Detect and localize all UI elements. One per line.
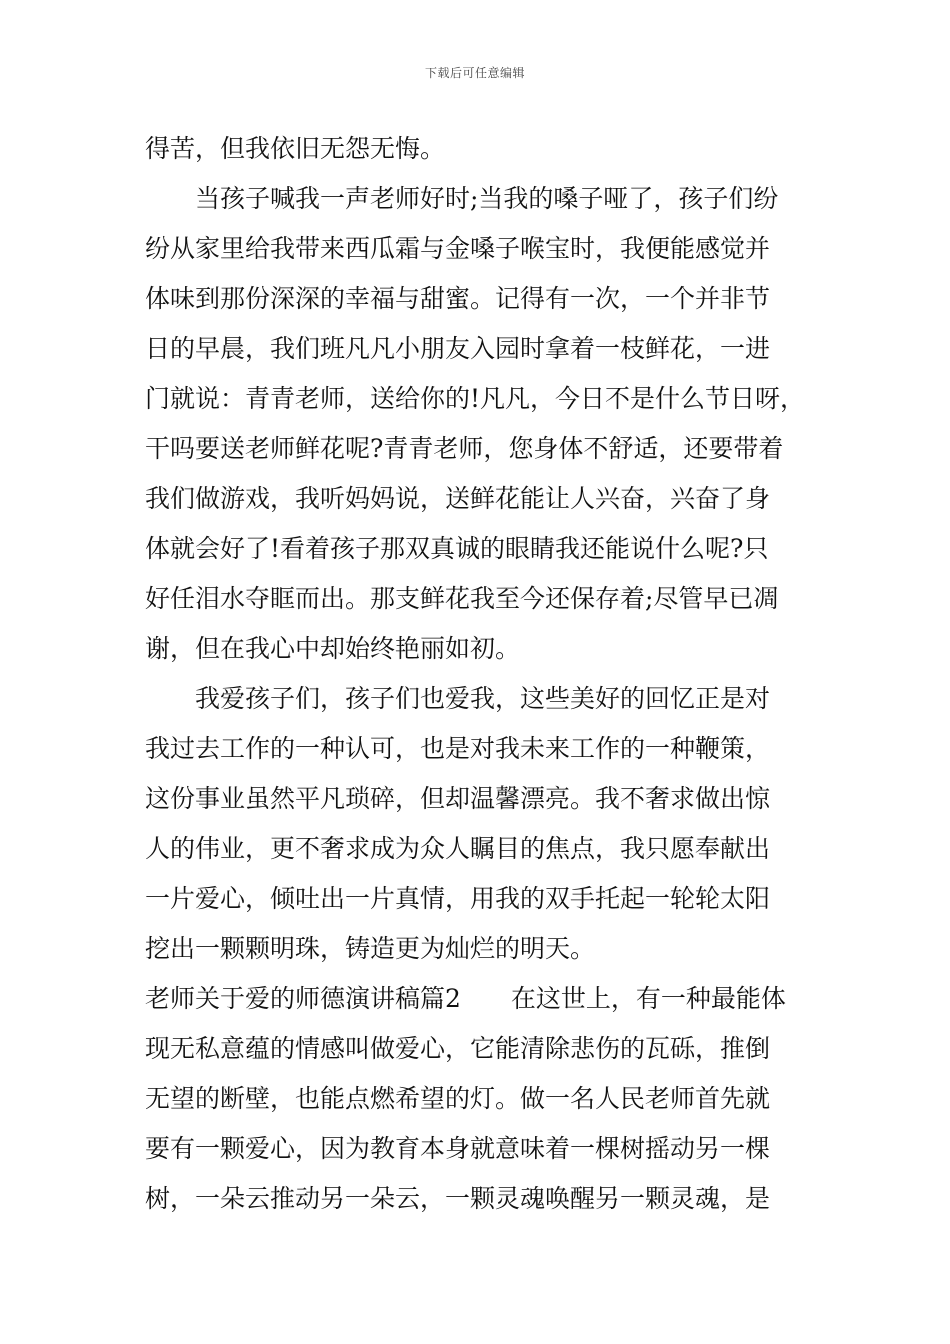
text-line: 一片爱心，倾吐出一片真情，用我的双手托起一轮轮太阳 bbox=[145, 884, 771, 913]
text-line: 这份事业虽然平凡琐碎，但却温馨漂亮。我不奢求做出惊 bbox=[145, 784, 771, 813]
text-line: 树，一朵云推动另一朵云，一颗灵魂唤醒另一颗灵魂，是 bbox=[145, 1184, 771, 1213]
page-header: 下载后可任意编辑 bbox=[424, 66, 525, 80]
text-line: 日的早晨，我们班凡凡小朋友入园时拿着一枝鲜花，一进 bbox=[145, 334, 771, 363]
text-line: 干吗要送老师鲜花呢?青青老师，您身体不舒适，还要带着 bbox=[145, 434, 784, 463]
text-line: 好任泪水夺眶而出。那支鲜花我至今还保存着;尽管早已凋 bbox=[145, 584, 779, 613]
text-line: 我们做游戏，我听妈妈说，送鲜花能让人兴奋，兴奋了身 bbox=[145, 484, 771, 513]
text-line: 得苦，但我依旧无怨无悔。 bbox=[145, 134, 446, 163]
text-line: 当孩子喊我一声老师好时;当我的嗓子哑了，孩子们纷 bbox=[195, 184, 779, 213]
text-line: 我爱孩子们，孩子们也爱我，这些美好的回忆正是对 bbox=[195, 684, 771, 713]
text-line: 门就说：青青老师，送给你的!凡凡，今日不是什么节日呀， bbox=[145, 384, 806, 413]
text-line: 要有一颗爱心，因为教育本身就意味着一棵树摇动另一棵 bbox=[145, 1134, 771, 1163]
text-line: 体就会好了!看着孩子那双真诚的眼睛我还能说什么呢?只 bbox=[145, 534, 769, 563]
text-line: 人的伟业，更不奢求成为众人瞩目的焦点，我只愿奉献出 bbox=[145, 834, 771, 863]
text-line: 我过去工作的一种认可，也是对我未来工作的一种鞭策， bbox=[145, 734, 771, 763]
text-line: 体味到那份深深的幸福与甜蜜。记得有一次，一个并非节 bbox=[145, 284, 771, 313]
text-line: 无望的断壁，也能点燃希望的灯。做一名人民老师首先就 bbox=[145, 1084, 771, 1113]
text-line: 纷从家里给我带来西瓜霜与金嗓子喉宝时，我便能感觉并 bbox=[145, 234, 771, 263]
text-line: 谢，但在我心中却始终艳丽如初。 bbox=[145, 634, 521, 663]
section-heading-line: 老师关于爱的师德演讲稿篇2 在这世上，有一种最能体 bbox=[145, 984, 786, 1013]
text-line: 挖出一颗颗明珠，铸造更为灿烂的明天。 bbox=[145, 934, 596, 963]
text-line: 现无私意蕴的情感叫做爱心，它能清除悲伤的瓦砾，推倒 bbox=[145, 1034, 771, 1063]
